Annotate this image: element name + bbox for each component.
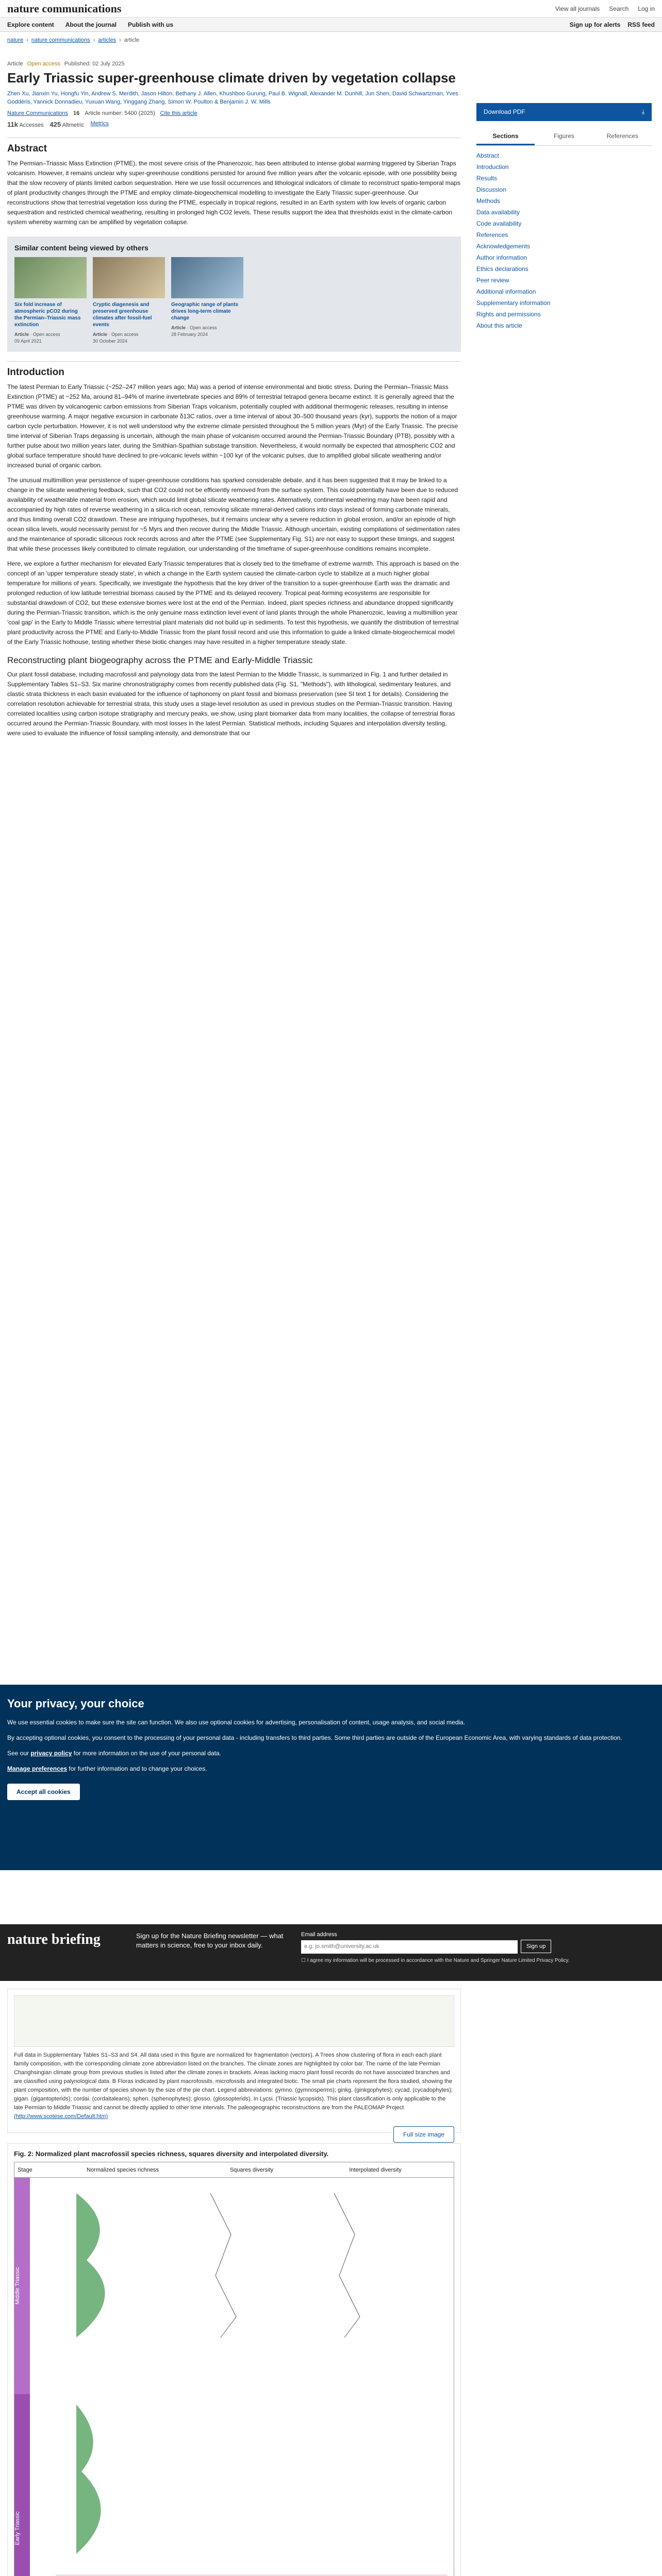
toc-item[interactable]: Additional information	[476, 288, 536, 295]
figure-2-title: Fig. 2: Normalized plant macrofossil species richness, squares diversity and interpolated diversity.	[14, 2150, 329, 2158]
article-title: Early Triassic super-greenhouse climate driven by vegetation collapse	[7, 70, 456, 86]
card-title[interactable]: Geographic range of plants drives long-term climate change	[171, 302, 239, 321]
similar-card[interactable]: Geographic range of plants drives long-term climate change Article · Open access 28 February 2024	[171, 257, 243, 345]
col-header: Interpolated diversity	[349, 2166, 402, 2173]
top-bar	[0, 0, 662, 18]
author-list[interactable]: Zhen Xu, Jianxin Yu, Hongfu Yin, Andrew S. Merdith, Jason Hilton, Bethany J. Allen, Khushboo Gurung, Paul B. Wignall, Alexander M. Dunhill, Jun Shen, David Schwartzman, Yves Goddéris, Yannick Donnadieu, Yuxuan Wang, Yinggang Zhang, Simon W. Poulton & Benjamin J. W. Mills	[7, 91, 458, 105]
figure-2-image[interactable]	[14, 2162, 454, 2576]
sidebar	[476, 103, 652, 331]
manage-preferences-link[interactable]: Manage preferences	[7, 1765, 68, 1772]
cookie-banner	[0, 1685, 662, 1870]
full-size-button[interactable]: Full size image	[393, 2126, 454, 2143]
crumb-article: article	[124, 37, 140, 43]
crumb-articles[interactable]: articles	[98, 37, 117, 43]
article-main	[7, 57, 461, 743]
card-date: 28 February 2024	[171, 332, 208, 337]
toc-item[interactable]: Introduction	[476, 163, 509, 171]
card-title[interactable]: Cryptic diagenesis and preserved greenhouse climates after fossil-fuel events	[93, 302, 152, 328]
card-thumbnail	[14, 257, 87, 298]
altmetric-label: Altmetric	[62, 122, 85, 128]
briefing-logo: nature briefing	[7, 1931, 101, 1947]
intro-paragraph: The latest Permian to Early Triassic (~252–247 million years ago; Ma) was a period of intense environmental and biotic stress. During the Permian–Triassic Mass Extinction (PTME) at ~252 Ma, around 81–94% of marine invertebrate species and 89% of terrestrial tetrapod genera became extinct. It is generally agreed that the PTME was driven by volcanogenic carbon emissions from Siberian Traps volcanism, potentially coupled with additional thermogenic releases, resulting in intense greenhouse warming. A major negative excursion in carbonate δ13C ratios, over a time interval of about 30–500 thousand years (kyr), supports the notion of a major carbon cycle perturbation. However, it is not well understood why the extreme climate persisted throughout the 5 million years (Myr) of the Early Triassic. The precise time interval of Siberian Traps degassing is uncertain, although the main phase of volcanism occurred around the Permian-Triassic Boundary (PTB), possibly with a further pulse about two million years later, during the Smithian-Spathian substage transition. Nevertheless, it would normally be expected that atmospheric CO2 and global surface temperature should have declined to pre-volcanic levels within ~100 kyr of the volcanic pulses, due to amplified global silicate weathering and/or increased burial of organic carbon.	[7, 383, 458, 469]
article-number: Article number: 5400 (2025)	[85, 110, 155, 116]
toc-item[interactable]: Acknowledgements	[476, 243, 531, 250]
card-type: Article	[93, 332, 108, 337]
briefing-text: Sign up for the Nature Briefing newsletter — what matters in science, free to your inbox daily.	[136, 1932, 284, 1949]
toc-item[interactable]: Methods	[476, 197, 501, 205]
figure-1-image[interactable]	[14, 1995, 454, 2047]
breadcrumb: nature › nature communications › articles › article	[7, 37, 140, 43]
card-thumbnail	[171, 257, 243, 298]
diversity-plots	[56, 2183, 448, 2576]
download-pdf-button[interactable]	[476, 103, 652, 121]
card-date: 30 October 2024	[93, 338, 128, 344]
toc-item[interactable]: Results	[476, 175, 498, 182]
toc-item[interactable]: Author information	[476, 254, 527, 261]
toc-item[interactable]: Supplementary information	[476, 299, 551, 307]
toc-item[interactable]: Rights and permissions	[476, 311, 541, 318]
search-link[interactable]: Search	[609, 5, 629, 12]
tab-sections[interactable]: Sections	[476, 128, 535, 145]
paleomap-link[interactable]: (http://www.scotese.com/Default.htm)	[14, 2113, 108, 2120]
article-type: Article	[7, 61, 23, 67]
journal-logo[interactable]: nature communications	[7, 2, 122, 15]
recon-heading: Reconstructing plant biogeography across the PTME and Early-Middle Triassic	[7, 655, 313, 665]
email-input[interactable]: e.g. jo.smith@university.ac.uk	[301, 1940, 518, 1954]
similar-content	[7, 236, 461, 352]
privacy-text: for further information and to change your choices.	[69, 1765, 207, 1772]
card-thumbnail	[93, 257, 165, 298]
tab-figures[interactable]: Figures	[553, 132, 574, 140]
privacy-text: We use essential cookies to make sure the site can function. We also use optional cookies for advertising, personalisation of content, usage analysis, and social media.	[7, 1719, 466, 1726]
card-access: Open access	[111, 332, 139, 337]
toc-item[interactable]: Code availability	[476, 220, 522, 227]
alerts-link[interactable]: Sign up for alerts	[569, 21, 621, 28]
stage-label: Early Triassic	[14, 2394, 30, 2576]
privacy-policy-link[interactable]: privacy policy	[30, 1750, 72, 1757]
privacy-heading: Your privacy, your choice	[7, 1697, 144, 1710]
toc-item[interactable]: About this article	[476, 322, 522, 329]
explore-menu[interactable]: Explore content	[7, 21, 54, 28]
volume: 16	[73, 110, 80, 116]
privacy-text: By accepting optional cookies, you consent to the processing of your personal data - including transfers to third parties. Some third parties are outside of the European Economic Area, with varying standards of data protection.	[7, 1734, 622, 1741]
card-access: Open access	[33, 332, 60, 337]
about-menu[interactable]: About the journal	[65, 21, 117, 28]
view-journals-link[interactable]: View all journals	[555, 5, 600, 12]
email-label: Email address	[301, 1931, 337, 1938]
toc-item[interactable]: References	[476, 231, 508, 239]
abstract-heading: Abstract	[7, 138, 461, 155]
accesses-count: 11k	[7, 121, 18, 128]
card-type: Article	[14, 332, 29, 337]
accept-cookies-button[interactable]: Accept all cookies	[7, 1784, 80, 1800]
privacy-text: See our	[7, 1750, 29, 1757]
consent-checkbox[interactable]: ☐	[301, 1958, 306, 1963]
similar-heading: Similar content being viewed by others	[14, 244, 148, 252]
card-title[interactable]: Six fold increase of atmospheric pCO2 during the Permian–Triassic mass extinction	[14, 302, 81, 328]
publish-menu[interactable]: Publish with us	[128, 21, 174, 28]
similar-card[interactable]: Cryptic diagenesis and preserved greenhouse climates after fossil-fuel events Article · Open access 30 October 2024	[93, 257, 165, 345]
accesses-label: Accesses	[19, 122, 44, 128]
open-access-badge[interactable]: Open access	[27, 61, 60, 67]
toc-item[interactable]: Peer review	[476, 277, 509, 284]
intro-heading: Introduction	[7, 361, 461, 378]
intro-paragraph: The unusual multimillion year persistence of super-greenhouse conditions has sparked considerable debate, and it has been suggested that it may be linked to a change in the silicate weathering feedback, such that CO2 could not be efficiently removed from the surface system. This could potentially have been due to reduced availability of weatherable material from erosion, which would limit global silicate weathering rates. Alternatively, continental weathering may have been rapid and accompanied by high rates of reverse weathering in a silica-rich ocean, removing silicate mineral-derived cations into clays instead of forming carbonate minerals, and thus limiting overall CO2 drawdown. These are intriguing hypotheses, but it remains unclear why a severe reduction in global erosion, and/or an episode of high ocean silica levels, would necessarily persist for ~5 Myrs and then recover during the Middle Triassic. Although uncertain, existing compilations of sedimentation rates and the maintenance of sporadic siliceous rock records across and after the PTME (see Supplementary Fig. S1) are not easy to support these timings, and suggest that while these processes likely contributed to climate regulation, our understanding of the timeframe of super-greenhouse conditions remains incomplete.	[7, 477, 460, 552]
crumb-journal[interactable]: nature communications	[31, 37, 90, 43]
published-date: Published: 02 July 2025	[64, 61, 125, 67]
card-access: Open access	[190, 325, 217, 330]
col-header: Stage	[18, 2166, 32, 2173]
abstract-text: The Permian–Triassic Mass Extinction (PTME), the most severe crisis of the Phanerozoic, has been attributed to intense global warming triggered by Siberian Traps volcanism. However, it remains unclear why super-greenhouse conditions persisted for around five million years after the volcanic episode, with one possibility being that the slow recovery of plants limited carbon sequestration. Here we use fossil occurrences and lithological indicators of climate to reconstruct spatio-temporal maps of plant productivity changes through the PTME and employ climate-biogeochemical modelling to investigate the Early Triassic super-greenhouse. Our reconstructions show that terrestrial vegetation loss during the PTME, especially in tropical regions, resulted in an Earth system with low levels of organic carbon sequestration and restricted chemical weathering, resulting in prolonged high CO2 levels. These results support the idea that thresholds exist in the climate-carbon system whereby warming can be amplified by vegetation collapse.	[7, 160, 461, 226]
figure-1-caption: Full data in Supplementary Tables S1–S3 and S4. All data used in this figure are normalized for fragmentation (vectors). A Trees show clustering of flora in each each plant family composition, with the corresponding climate zone abbreviation listed on the branches. The climate zones are highlighted by color bar. The name of the late Permian Changhsingian climate group from previous studies is listed after the climate zones in brackets. Areas lacking macro plant fossil records do not have associated branches and are classified using palynological data. B Floras indicated by plant macrofossils, microfossils and integrated biotic. The small pie charts represent the flora studied, showing the plant composition, with the number of species shown by the size of the pie chart. Legend abbreviations: gymno. (gymnosperms); ginkg. (ginkgophytes); cycad. (cycadophytes); gigan. (gigantopterids); cordai. (cordaitaleans); sphen. (sphenophytes); glosso. (glossopterids). In Lycsi. (Triassic lycopsids). This plant classification is only applicable to the late Permian to Middle Triassic and cannot be directly applied to other time intervals. The paleogeographic reconstructions are from the PALEOMAP Project	[14, 2052, 453, 2111]
figure-2	[7, 2143, 461, 2576]
intro-paragraph: Here, we explore a further mechanism for elevated Early Triassic temperatures that is closely tied to the timeframe of extreme warmth. This approach is based on the concept of an 'upper temperature steady state', in which a change in the Earth system caused the climate-carbon cycle to stabilize at a much higher global temperature for millions of years. Specifically, we investigate the hypothesis that the key driver of the transition to a super-greenhouse Earth was the dramatic and prolonged reduction of low latitude terrestrial biomass caused by the PTME and its delayed recovery. Tropical peat-forming ecosystems are responsible for substantial drawdown of CO2, but these extensive biomes were lost at the end of the Permian. Indeed, plant species richness and abundance dropped significantly during the Permian-Triassic transition, which is the only genuine mass extinction level event of land plants through the whole Phanerozoic, leaving a multimillion year 'coal gap' in the Early to Middle Triassic where terrestrial plant materials did not build up in sediments. To test this hypothesis, we quantify the distribution of terrestrial plant productivity across the PTME and Early-to-Middle Triassic from the plant fossil record and use this information to guide a linked climate-biogeochemical model of the Early Triassic hothouse, testing whether these biotic changes may have resulted in a higher temperature steady state.	[7, 560, 459, 646]
toc-item[interactable]: Ethics declarations	[476, 265, 528, 273]
cite-link[interactable]: Cite this article	[160, 110, 197, 116]
similar-card[interactable]: Six fold increase of atmospheric pCO2 during the Permian–Triassic mass extinction Article · Open access 09 April 2021	[14, 257, 87, 345]
section-toc	[476, 150, 652, 331]
figure-1	[7, 1989, 461, 2138]
col-header: Squares diversity	[229, 2166, 274, 2173]
tab-references[interactable]: References	[606, 132, 638, 140]
privacy-text: for more information on the use of your personal data.	[73, 1750, 221, 1757]
stage-label: Middle Triassic	[14, 2178, 30, 2394]
journal-link[interactable]: Nature Communications	[7, 110, 68, 116]
recon-paragraph: Our plant fossil database, including macrofossil and palynology data from the latest Permian to the Middle Triassic, is summarized in Fig. 1 and further detailed in Supplementary Tables S1–S3. Six marine chronostratigraphy comes from recently published data (Fig. S1, "Methods"), with lithological, sedimentary features, and clastic strata thickness in each basin evaluated for the influence of taphonomy on plant fossil and biomass preservation (see SI text 1 for details). Considering the correlation resolution achievable for terrestrial strata, this study uses a stage-level resolution as used in previous studies on the Permian-Triassic transition. Having correlated localities using carbon isotope stratigraphy and mercury peaks, we show, using plant biomarker data from many localities, the collapse of terrestrial floras occurred around the Permian-Triassic Boundary, with most losses in the latest Permian. Statistical methods, including Squares and interpolation diversity testing, were used to evaluate the influence of fossil sampling intensity, and demonstrate that our	[7, 671, 455, 737]
metrics-link[interactable]: Metrics	[90, 121, 109, 127]
toc-item[interactable]: Data availability	[476, 209, 520, 216]
download-icon: ⤓	[641, 108, 644, 115]
card-date: 09 April 2021	[14, 338, 42, 344]
rss-link[interactable]: RSS feed	[627, 21, 655, 28]
toc-item[interactable]: Discussion	[476, 186, 507, 193]
download-label: Download PDF	[484, 108, 525, 115]
altmetric-count: 425	[49, 121, 61, 128]
toc-item[interactable]: Abstract	[476, 152, 500, 159]
col-header: Normalized species richness	[87, 2166, 159, 2173]
consent-text: I agree my information will be processed in accordance with the Nature and Springer Nature Limited Privacy Policy.	[307, 1958, 570, 1963]
card-type: Article	[171, 325, 186, 330]
briefing-banner	[0, 1924, 662, 1981]
crumb-nature[interactable]: nature	[7, 37, 24, 43]
nav-bar	[0, 18, 662, 32]
signup-button[interactable]: Sign up	[521, 1940, 551, 1953]
login-link[interactable]: Log in	[638, 5, 655, 12]
